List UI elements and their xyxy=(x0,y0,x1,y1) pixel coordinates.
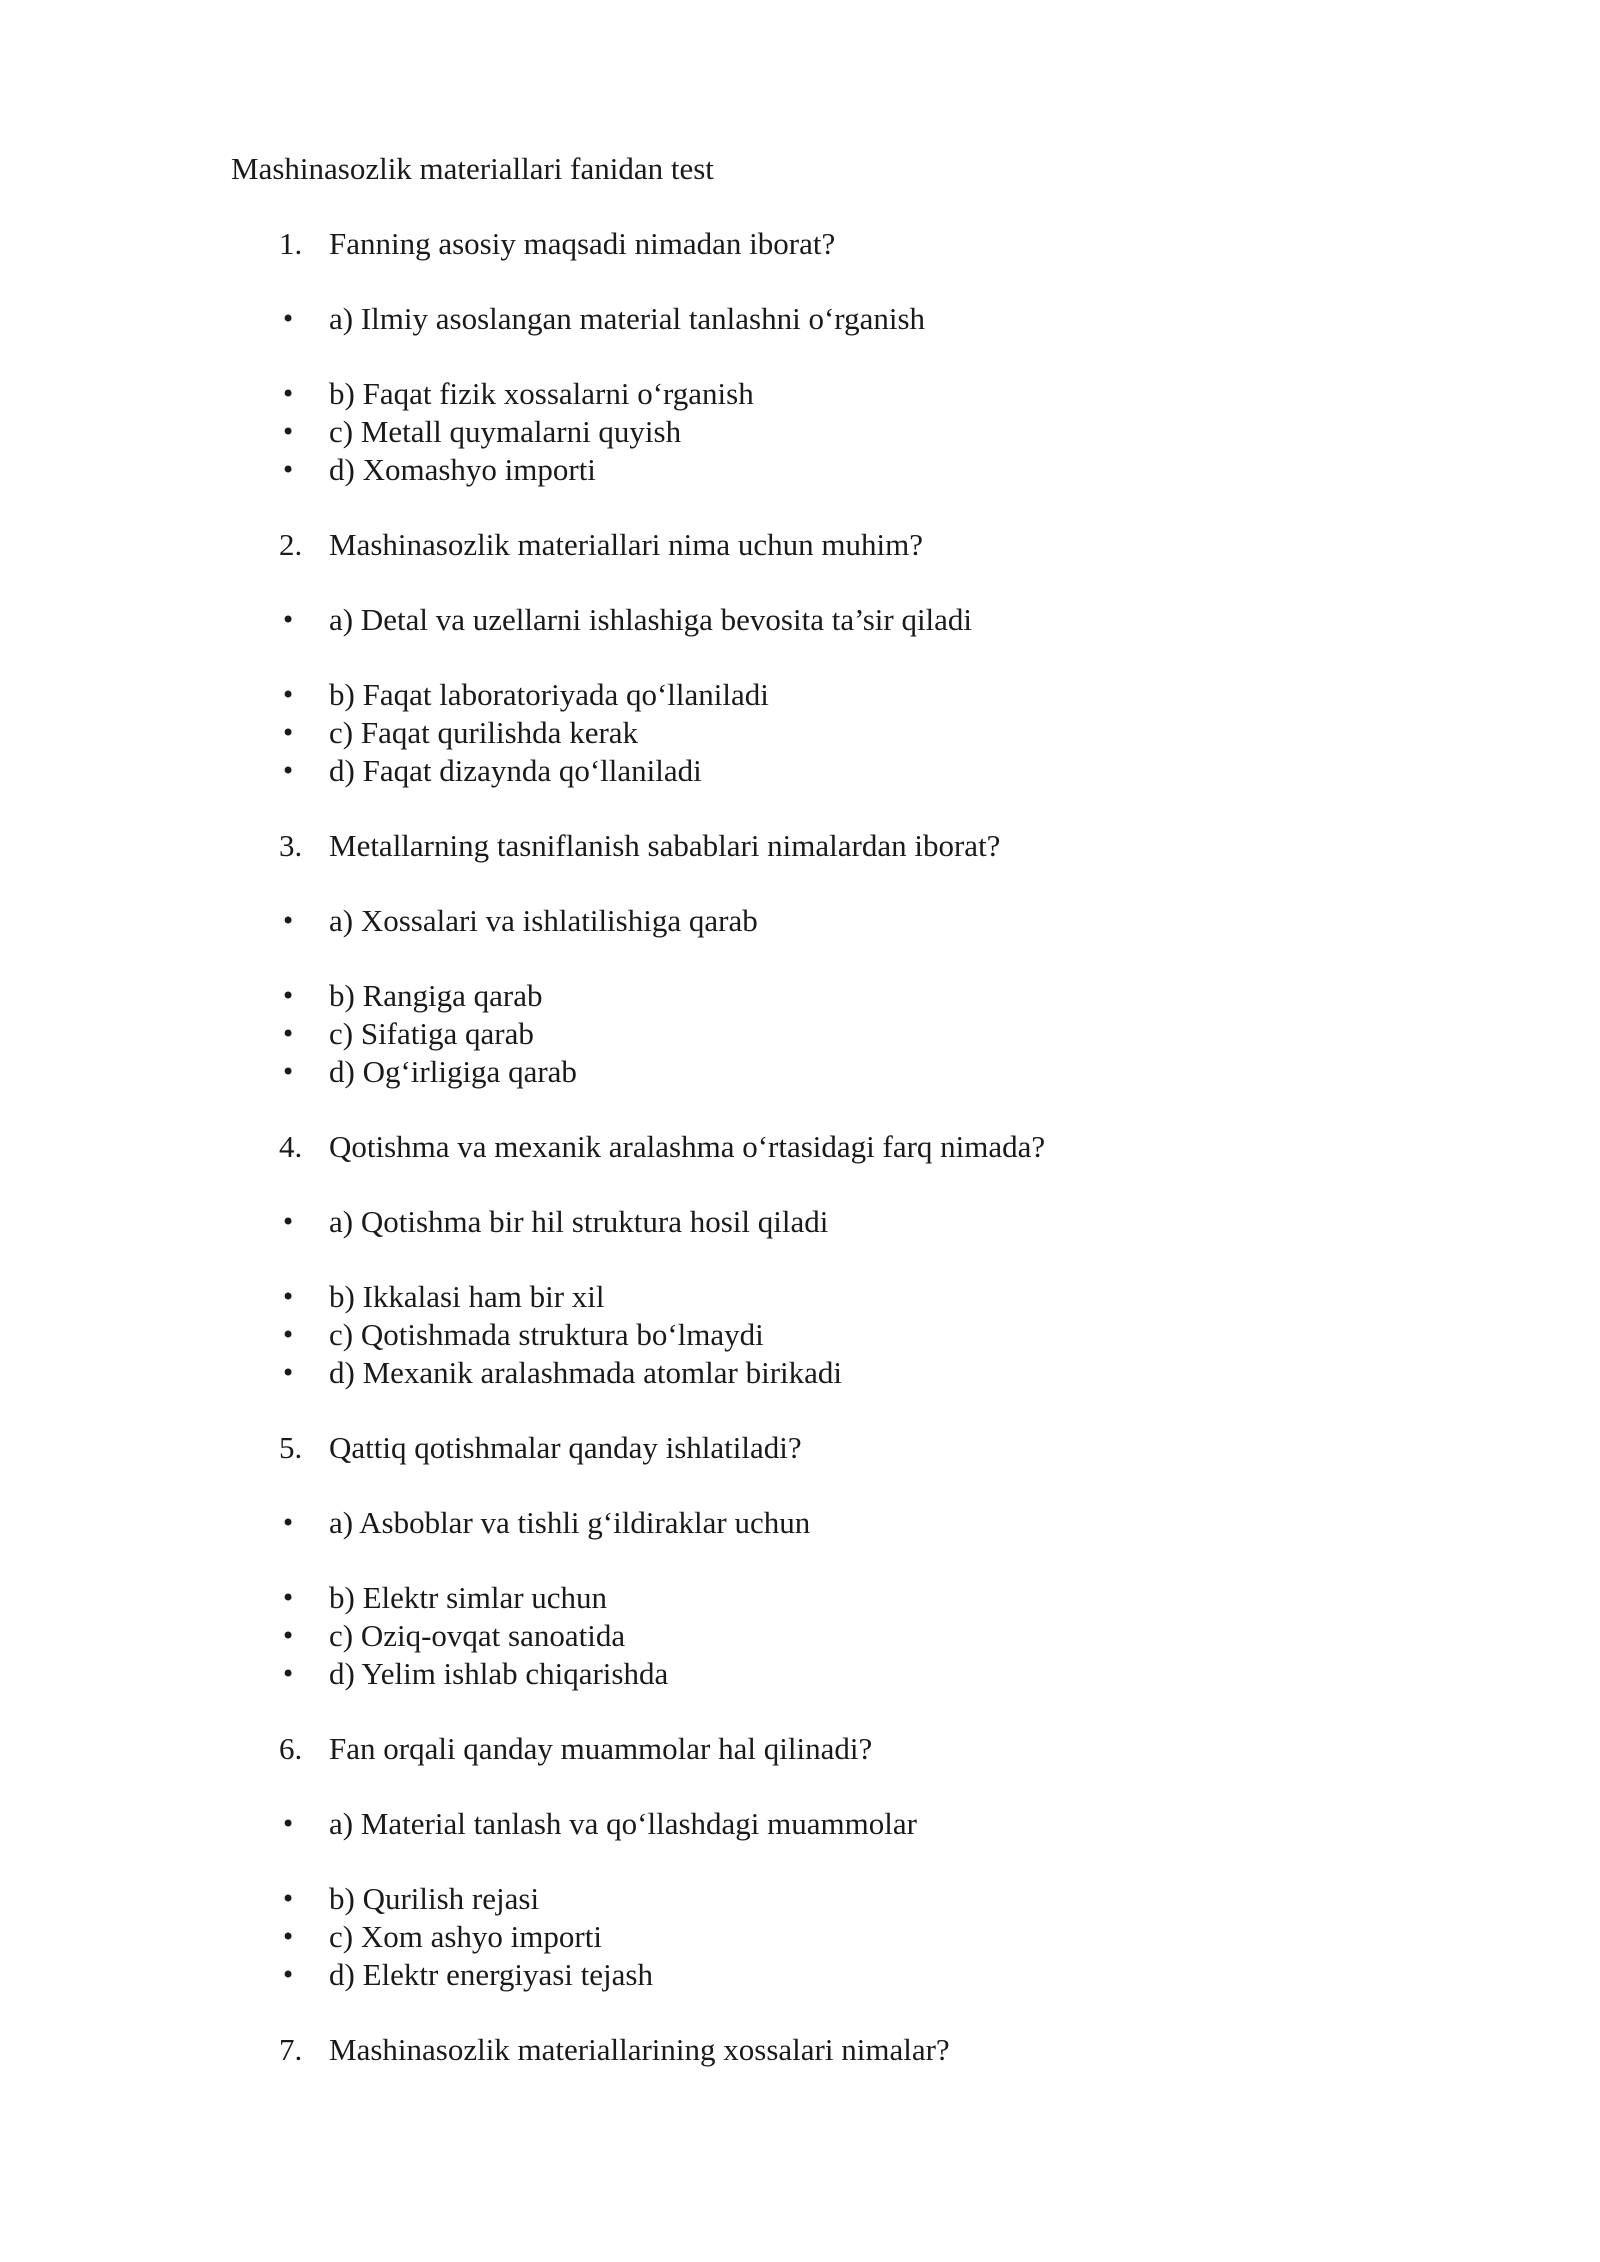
option-6c xyxy=(0,1918,1600,1956)
option-text: d) Yelim ishlab chiqarishda xyxy=(329,1656,669,1691)
option-1a xyxy=(0,300,1600,338)
option-text: b) Rangiga qarab xyxy=(329,978,543,1013)
option-text: b) Faqat fizik xossalarni o‘rganish xyxy=(329,376,754,411)
question-text: Qotishma va mexanik aralashma o‘rtasidagi farq nimada? xyxy=(329,1129,1046,1164)
bullet-icon: • xyxy=(281,380,296,408)
document-title: Mashinasozlik materiallari fanidan test xyxy=(231,151,714,186)
question-number: 4. xyxy=(279,1129,303,1164)
question-list xyxy=(0,225,1600,2069)
bullet-icon: • xyxy=(281,719,296,747)
bullet-icon: • xyxy=(281,757,296,785)
question-6 xyxy=(0,1730,1600,1768)
option-text: d) Og‘irligiga qarab xyxy=(329,1054,577,1089)
bullet-icon: • xyxy=(281,681,296,709)
option-text: c) Sifatiga qarab xyxy=(329,1016,534,1051)
option-6b xyxy=(0,1880,1600,1918)
option-text: c) Qotishmada struktura bo‘lmaydi xyxy=(329,1317,764,1352)
question-number: 1. xyxy=(279,226,303,261)
option-6a xyxy=(0,1805,1600,1843)
bullet-icon: • xyxy=(281,1058,296,1086)
question-text: Fan orqali qanday muammolar hal qilinadi? xyxy=(329,1731,873,1766)
bullet-icon: • xyxy=(281,1283,296,1311)
bullet-icon: • xyxy=(281,1660,296,1688)
option-2c xyxy=(0,714,1600,752)
question-number: 5. xyxy=(279,1430,303,1465)
option-text: c) Faqat qurilishda kerak xyxy=(329,715,639,750)
option-text: b) Ikkalasi ham bir xil xyxy=(329,1279,605,1314)
bullet-icon: • xyxy=(281,907,296,935)
option-text: c) Metall quymalarni quyish xyxy=(329,414,682,449)
option-text: a) Xossalari va ishlatilishiga qarab xyxy=(329,903,758,938)
question-2 xyxy=(0,526,1600,564)
option-text: d) Mexanik aralashmada atomlar birikadi xyxy=(329,1355,843,1390)
question-text: Mashinasozlik materiallari nima uchun muhim? xyxy=(329,527,924,562)
question-5 xyxy=(0,1429,1600,1467)
option-6d xyxy=(0,1956,1600,1994)
bullet-icon: • xyxy=(281,1584,296,1612)
option-2d xyxy=(0,752,1600,790)
question-text: Metallarning tasniflanish sabablari nimalardan iborat? xyxy=(329,828,1001,863)
bullet-icon: • xyxy=(281,1810,296,1838)
bullet-icon: • xyxy=(281,1321,296,1349)
bullet-icon: • xyxy=(281,418,296,446)
bullet-icon: • xyxy=(281,1359,296,1387)
bullet-icon: • xyxy=(281,1961,296,1989)
option-text: b) Qurilish rejasi xyxy=(329,1881,540,1916)
option-5a xyxy=(0,1504,1600,1542)
option-3c xyxy=(0,1015,1600,1053)
option-text: d) Elektr energiyasi tejash xyxy=(329,1957,653,1992)
option-2b xyxy=(0,676,1600,714)
option-1c xyxy=(0,413,1600,451)
option-4b xyxy=(0,1278,1600,1316)
option-1b xyxy=(0,375,1600,413)
bullet-icon: • xyxy=(281,606,296,634)
option-1d xyxy=(0,451,1600,489)
option-text: b) Elektr simlar uchun xyxy=(329,1580,608,1615)
option-text: a) Qotishma bir hil struktura hosil qiladi xyxy=(329,1204,829,1239)
option-text: b) Faqat laboratoriyada qo‘llaniladi xyxy=(329,677,769,712)
option-text: c) Oziq-ovqat sanoatida xyxy=(329,1618,626,1653)
option-text: a) Ilmiy asoslangan material tanlashni o‘rganish xyxy=(329,301,926,336)
question-7 xyxy=(0,2031,1600,2069)
bullet-icon: • xyxy=(281,1020,296,1048)
question-text: Mashinasozlik materiallarining xossalari nimalar? xyxy=(329,2032,950,2067)
question-number: 3. xyxy=(279,828,303,863)
option-4c xyxy=(0,1316,1600,1354)
question-text: Qattiq qotishmalar qanday ishlatiladi? xyxy=(329,1430,802,1465)
option-text: c) Xom ashyo importi xyxy=(329,1919,602,1954)
option-5c xyxy=(0,1617,1600,1655)
option-3d xyxy=(0,1053,1600,1091)
option-text: a) Asboblar va tishli g‘ildiraklar uchun xyxy=(329,1505,811,1540)
bullet-icon: • xyxy=(281,1509,296,1537)
option-4d xyxy=(0,1354,1600,1392)
bullet-icon: • xyxy=(281,305,296,333)
option-5d xyxy=(0,1655,1600,1693)
bullet-icon: • xyxy=(281,1923,296,1951)
question-number: 2. xyxy=(279,527,303,562)
question-text: Fanning asosiy maqsadi nimadan iborat? xyxy=(329,226,836,261)
option-text: d) Faqat dizaynda qo‘llaniladi xyxy=(329,753,702,788)
bullet-icon: • xyxy=(281,1622,296,1650)
option-text: a) Detal va uzellarni ishlashiga bevosita ta’sir qiladi xyxy=(329,602,973,637)
bullet-icon: • xyxy=(281,456,296,484)
bullet-icon: • xyxy=(281,1208,296,1236)
option-4a xyxy=(0,1203,1600,1241)
option-3a xyxy=(0,902,1600,940)
question-3 xyxy=(0,827,1600,865)
bullet-icon: • xyxy=(281,1885,296,1913)
option-3b xyxy=(0,977,1600,1015)
question-1 xyxy=(0,225,1600,263)
option-2a xyxy=(0,601,1600,639)
question-4 xyxy=(0,1128,1600,1166)
question-number: 7. xyxy=(279,2032,303,2067)
option-text: d) Xomashyo importi xyxy=(329,452,596,487)
bullet-icon: • xyxy=(281,982,296,1010)
option-text: a) Material tanlash va qo‘llashdagi muammolar xyxy=(329,1806,917,1841)
question-number: 6. xyxy=(279,1731,303,1766)
option-5b xyxy=(0,1579,1600,1617)
